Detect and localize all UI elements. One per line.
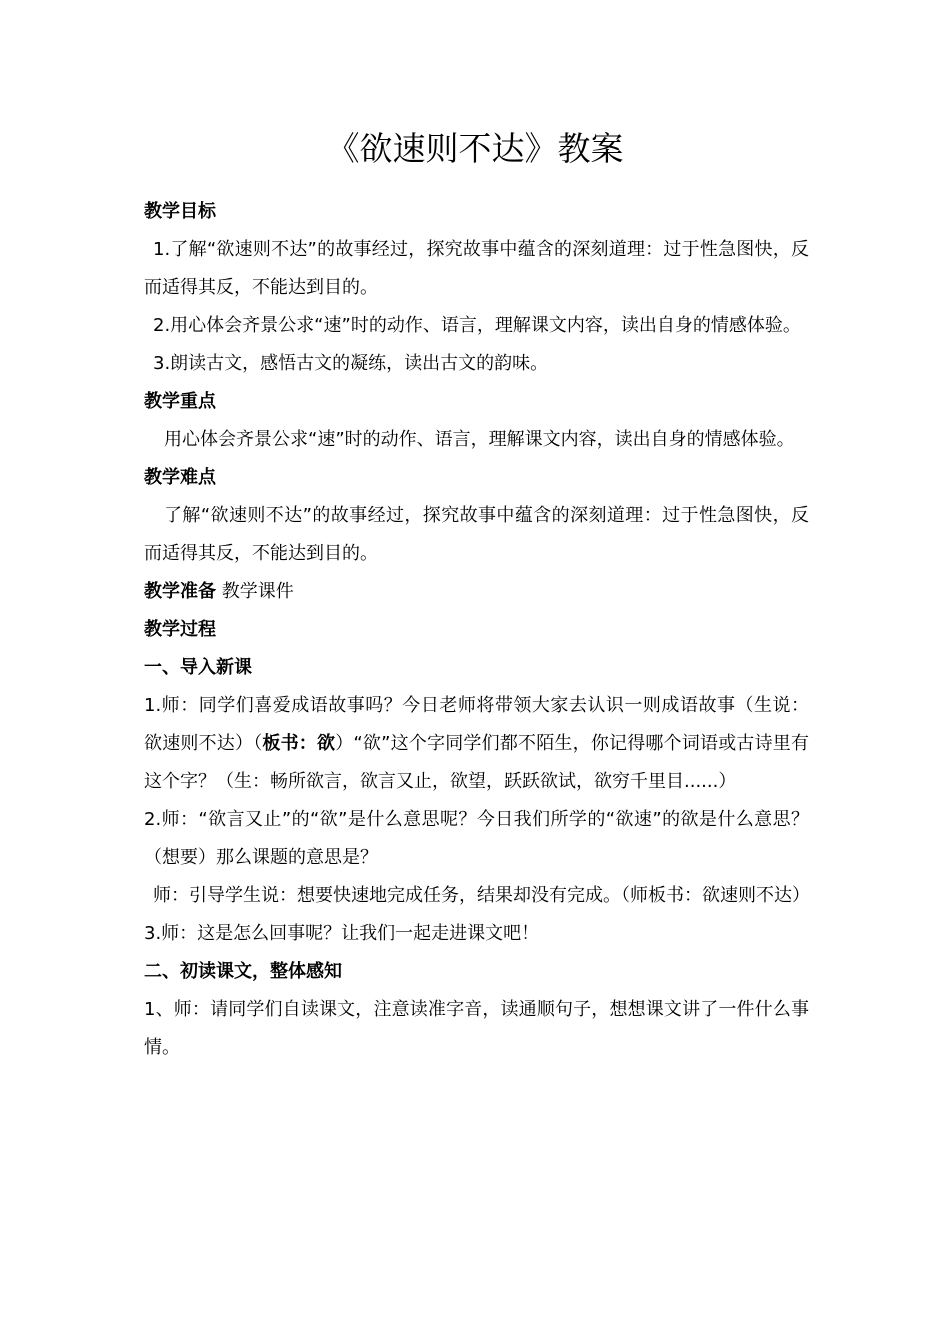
preparation-line (144, 573, 809, 611)
key-points-heading: 教学重点 (144, 391, 216, 412)
objectives-heading: 教学目标 (144, 201, 216, 222)
section-1-paragraph-1 (144, 687, 809, 801)
difficulties-heading: 教学难点 (144, 467, 216, 488)
section-1-paragraph-3: 师：引导学生说：想要快速地完成任务，结果却没有完成。（师板书：欲速则不达） (153, 885, 810, 906)
s1-p1-part-b: ）“欲”这个字同学们都不陌生，你记得哪个词语或古诗里有这个字？（生：畅所欲言，欲言又止，欲望，跃跃欲试，欲穷千里目......） (144, 733, 809, 792)
difficulties-text: 了解“欲速则不达”的故事经过，探究故事中蕴含的深刻道理：过于性急图快，反而适得其反，不能达到目的。 (144, 505, 809, 564)
section-1-heading: 一、导入新课 (144, 657, 252, 678)
process-heading: 教学过程 (144, 619, 216, 640)
section-1-paragraph-2: 2.师：“欲言又止”的“欲”是什么意思呢？今日我们所学的“欲速”的欲是什么意思？（想要）那么课题的意思是？ (144, 809, 809, 868)
document-title: 《欲速则不达》教案 (326, 129, 624, 168)
objective-3: 3.朗读古文，感悟古文的凝练，读出古文的韵味。 (153, 353, 549, 374)
key-points-text: 用心体会齐景公求“速”时的动作、语言，理解课文内容，读出自身的情感体验。 (164, 429, 795, 450)
objective-1: 1.了解“欲速则不达”的故事经过，探究故事中蕴含的深刻道理：过于性急图快，反而适得其反，不能达到目的。 (144, 239, 809, 298)
objective-2: 2.用心体会齐景公求“速”时的动作、语言，理解课文内容，读出自身的情感体验。 (153, 315, 801, 336)
section-1-paragraph-4: 3.师：这是怎么回事呢？让我们一起走进课文吧！ (144, 923, 540, 944)
preparation-heading: 教学准备 (144, 581, 216, 602)
preparation-text: 教学课件 (221, 581, 294, 602)
section-2-paragraph-1: 1、师：请同学们自读课文，注意读准字音，读通顺句子，想想课文讲了一件什么事情。 (144, 999, 809, 1058)
section-2-heading: 二、初读课文，整体感知 (144, 961, 342, 982)
document-body (144, 193, 809, 1067)
s1-p1-part-a: 1.师：同学们喜爱成语故事吗？今日老师将带领大家去认识一则成语故事（生说：欲速则不达）（ (144, 695, 809, 754)
s1-p1-bold: 板书：欲 (262, 733, 336, 754)
